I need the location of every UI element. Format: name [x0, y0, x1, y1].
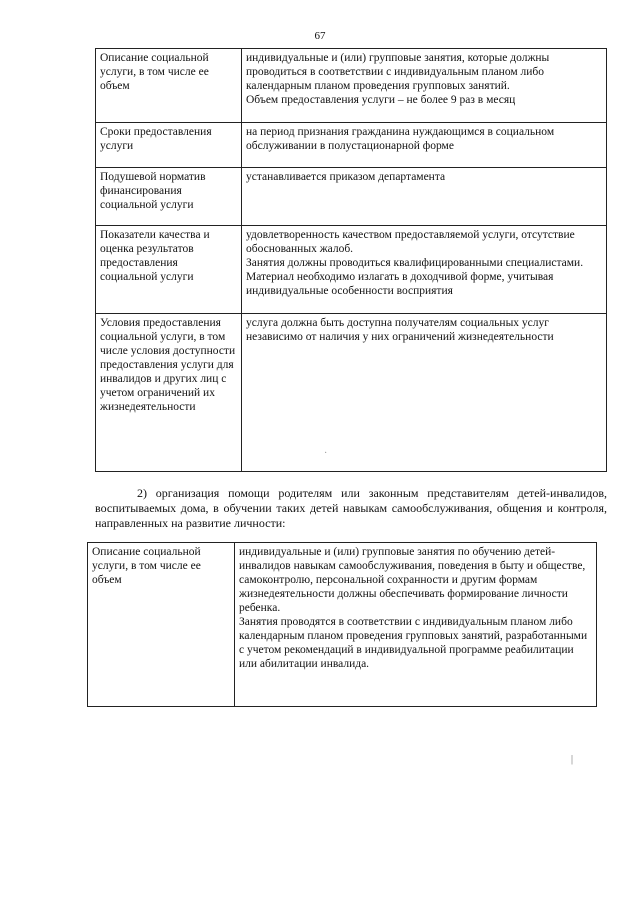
row-label: Показатели качества и оценка результатов предоставления социальной услуги — [96, 226, 242, 314]
table-row — [96, 314, 607, 472]
table-row — [96, 226, 607, 314]
row-value: индивидуальные и (или) групповые занятия, которые должны проводиться в соответствии с индивидуальным планом либо календарным планом проведения групповых занятий. Объем предоставления услуги – не более 9 раз в месяц — [242, 49, 607, 123]
row-label: Условия предоставления социальной услуги, в том числе условия доступности предоставления услуги для инвалидов и других лиц с учетом ограничений их жизнедеятельности — [96, 314, 242, 472]
row-label: Описание социальной услуги, в том числе ее объем — [96, 49, 242, 123]
scan-edge-mark: | — [571, 754, 574, 765]
row-value: услуга должна быть доступна получателям социальных услуг независимо от наличия у них ограничений жизнедеятельности — [242, 314, 607, 472]
table-row — [96, 49, 607, 123]
row-label: Подушевой норматив финансирования социальной услуги — [96, 168, 242, 226]
row-label: Описание социальной услуги, в том числе ее объем — [88, 543, 235, 707]
row-value: индивидуальные и (или) групповые занятия по обучению детей-инвалидов навыкам самообслуживания, поведения в быту и обществе, самоконтролю, персональной сохранности и другим формам жизнедеятельности должны обеспечивать формирование личности ребенка. Занятия проводятся в соответствии с индивидуальным планом либо календарным планом проведения групповых занятий, разработанными с учетом рекомендаций в индивидуальной программе реабилитации или абилитации инвалида. — [235, 543, 597, 707]
row-value: на период признания гражданина нуждающимся в социальном обслуживании в полустационарной форме — [242, 123, 607, 168]
service-table-2 — [87, 542, 597, 707]
row-value: устанавливается приказом департамента — [242, 168, 607, 226]
scan-speck: · — [324, 448, 328, 459]
row-value: удовлетворенность качеством предоставляемой услуги, отсутствие обоснованных жалоб. Занятия должны проводиться квалифицированными специалистами. Материал необходимо излагать в доходчивой форме, учитывая индивидуальные особенности восприятия — [242, 226, 607, 314]
section-paragraph: 2) организация помощи родителям или законным представителям детей-инвалидов, воспитываемых дома, в обучении таких детей навыкам самообслуживания, общения и контроля, направленных на развитие личности: — [95, 486, 607, 530]
table-row — [96, 123, 607, 168]
service-table-1 — [95, 48, 607, 472]
table-row — [88, 543, 597, 707]
row-label: Сроки предоставления услуги — [96, 123, 242, 168]
page-number: 67 — [314, 30, 326, 42]
table-row — [96, 168, 607, 226]
